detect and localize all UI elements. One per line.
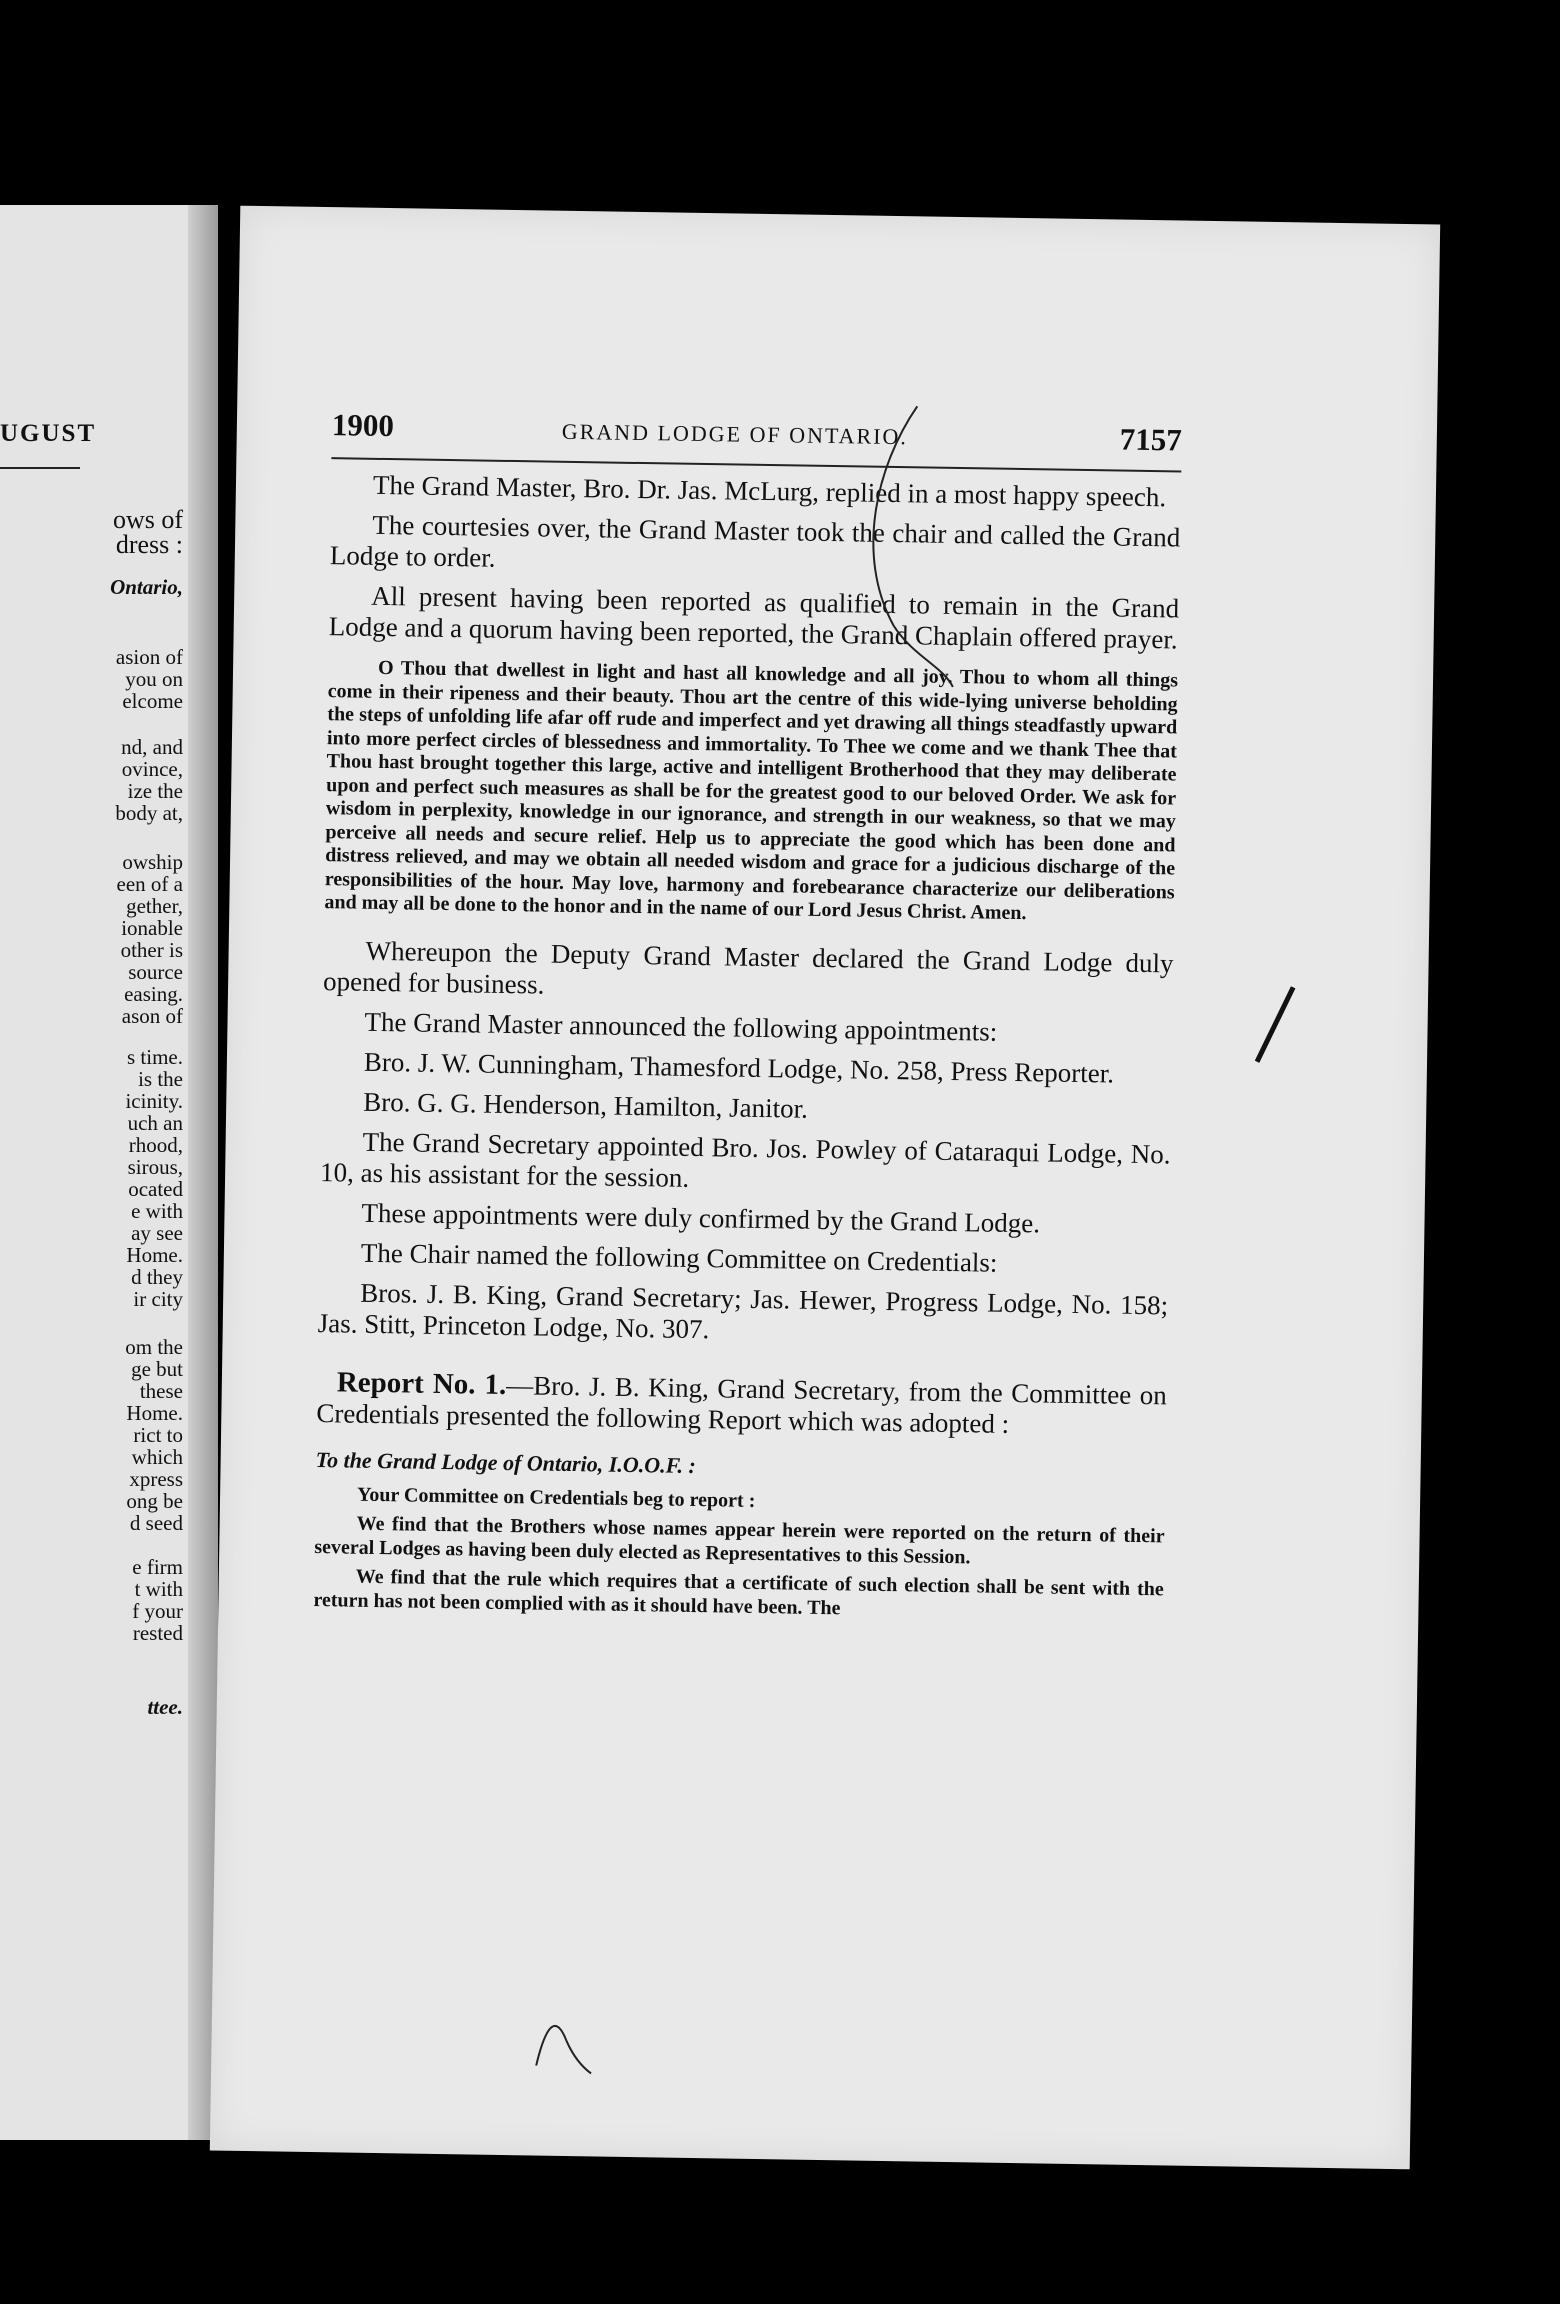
report-heading: Report No. 1.	[336, 1365, 507, 1401]
report-line-3: We find that the rule which requires that a certificate of such election shall be sent with the return has not been complied with as it should have been. The	[313, 1565, 1164, 1619]
paragraph-courtesies: The courtesies over, the Grand Master took the chair and called the Grand Lodge to order.	[329, 509, 1181, 573]
previous-page-fragment: is the	[138, 1067, 183, 1091]
previous-page-fragment: ize the	[127, 779, 183, 803]
previous-page-fragment: gether,	[126, 894, 183, 918]
previous-page-fragment: om the	[125, 1335, 183, 1359]
previous-page-fragment: icinity.	[125, 1089, 183, 1113]
previous-page-fragment: xpress	[129, 1467, 183, 1491]
previous-page-fragment: ionable	[121, 916, 183, 940]
previous-page-fragment: een of a	[116, 872, 183, 896]
previous-page-fragment: easing.	[124, 982, 183, 1006]
previous-page-fragment: s time.	[127, 1045, 183, 1069]
pencil-slash-mark	[1247, 982, 1308, 1073]
previous-page-running-head: UGUST	[0, 420, 97, 447]
previous-page-fragment: ay see	[131, 1221, 183, 1245]
previous-page-fragment: sirous,	[127, 1155, 183, 1179]
previous-page	[0, 205, 218, 2140]
previous-page-fragment: ows of	[112, 505, 183, 534]
paragraph-quorum: All present having been reported as qualified to remain in the Grand Lodge and a quorum having been reported, the Grand Chaplain offered prayer.	[328, 580, 1180, 655]
previous-page-fragment: Ontario,	[110, 575, 183, 599]
previous-page-fragment: uch an	[127, 1111, 183, 1135]
previous-page-head-rule	[0, 467, 80, 469]
previous-page-fragment: ocated	[128, 1177, 183, 1201]
previous-page-fragment: other is	[120, 938, 183, 962]
paragraph-janitor: Bro. G. G. Henderson, Hamilton, Janitor.	[363, 1086, 809, 1124]
previous-page-fragment: t with	[134, 1577, 183, 1601]
previous-page-fragment: rhood,	[128, 1133, 183, 1157]
previous-page-fragment: f your	[132, 1599, 183, 1623]
previous-page-fragment: you on	[125, 667, 183, 691]
paragraph-confirmed: These appointments were duly confirmed by the Grand Lodge.	[361, 1197, 1041, 1238]
book-gutter	[188, 205, 218, 2140]
report-line-2: We find that the Brothers whose names appear herein were reported on the return of their several Lodges as having been duly elected as Representatives to this Session.	[314, 1512, 1165, 1568]
previous-page-fragment: rict to	[133, 1423, 183, 1447]
page-content	[313, 407, 1182, 1631]
report-line-1: Your Committee on Credentials beg to report :	[356, 1483, 756, 1512]
previous-page-fragment: these	[139, 1379, 183, 1403]
previous-page-fragment: Home.	[126, 1401, 183, 1425]
report-salutation: To the Grand Lodge of Ontario, I.O.O.F. :	[315, 1446, 696, 1478]
previous-page-fragment: asion of	[115, 645, 183, 669]
previous-page-fragment: e firm	[132, 1555, 183, 1579]
paragraph-assistant: The Grand Secretary appointed Bro. Jos. Powley of Cataraqui Lodge, No. 10, as his assistant for the session.	[319, 1126, 1171, 1193]
previous-page-fragment: body at,	[115, 801, 183, 825]
previous-page-fragment: nd, and	[121, 735, 183, 759]
paragraph-committee: The Chair named the following Committee on Credentials:	[360, 1237, 998, 1278]
previous-page-fragment: source	[128, 960, 183, 984]
pencil-scribble-mark	[531, 2010, 602, 2081]
paragraph-committee-members: Bros. J. B. King, Grand Secretary; Jas. Hewer, Progress Lodge, No. 158; Jas. Stitt, Princeton Lodge, No. 307.	[317, 1277, 1169, 1344]
previous-page-fragment: ttee.	[147, 1695, 183, 1719]
page-year: 1900	[331, 407, 395, 444]
paragraph-opened: Whereupon the Deputy Grand Master declared the Grand Lodge duly opened for business.	[322, 935, 1174, 1000]
previous-page-fragment: d seed	[129, 1511, 183, 1535]
previous-page-fragment: d they	[131, 1265, 183, 1289]
previous-page-fragment: e with	[131, 1199, 183, 1223]
previous-page-fragment: rested	[132, 1621, 183, 1645]
paragraph-press-reporter: Bro. J. W. Cunningham, Thamesford Lodge, No. 258, Press Reporter.	[363, 1046, 1115, 1089]
prayer-text: O Thou that dwellest in light and hast all knowledge and all joy. Thou to whom all things come in their ripeness and their beauty. Thou art the centre of this wide-lying universe beholding the steps of unfolding life afar off rude and imperfect and yet drawing all things steadfastly upward into more perfect circles of blessedness and immortality. To Thee we come and we thank Thee that Thou hast brought together this large, active and intelligent Brotherhood that they may deliberate upon and perfect such measures as shall be for the greatest good to our beloved Order. We ask for wisdom in perplexity, knowledge in our ignorance, and strength in our weakness, so that we may perceive all needs and secure relief. Help us to appreciate the good which has been done and distress relieved, and may we obtain all needed wisdom and grace for a judicious discharge of the responsibilities of the hour. May love, harmony and forebearance characterize our deliberations and may all be done to the honor and in the name of our Lord Jesus Christ. Amen.	[324, 656, 1179, 925]
page-number: 7157	[1119, 421, 1183, 458]
previous-page-fragment: owship	[122, 850, 183, 874]
previous-page-fragment: Home.	[126, 1243, 183, 1267]
paragraph-appointments: The Grand Master announced the following appointments:	[364, 1006, 998, 1047]
previous-page-fragment: elcome	[122, 689, 183, 713]
previous-page-fragment: ason of	[121, 1004, 183, 1028]
previous-page-fragment: dress :	[115, 530, 183, 559]
previous-page-fragment: ong be	[126, 1489, 183, 1513]
pencil-bracket-mark	[830, 395, 978, 897]
previous-page-fragment: ir city	[133, 1287, 183, 1311]
report-intro: —Bro. J. B. King, Grand Secretary, from the Committee on Credentials presented the following Report which was adopted :	[316, 1369, 1168, 1439]
previous-page-fragment: which	[131, 1445, 183, 1469]
book-page	[210, 206, 1440, 2170]
previous-page-fragment: ge but	[131, 1357, 183, 1381]
page-title: GRAND LODGE OF ONTARIO.	[561, 418, 909, 450]
report-paragraph	[316, 1367, 1167, 1442]
running-head	[332, 407, 1183, 460]
previous-page-fragment: ovince,	[121, 757, 183, 781]
paragraph-reply: The Grand Master, Bro. Dr. Jas. McLurg, replied in a most happy speech.	[372, 469, 1167, 513]
